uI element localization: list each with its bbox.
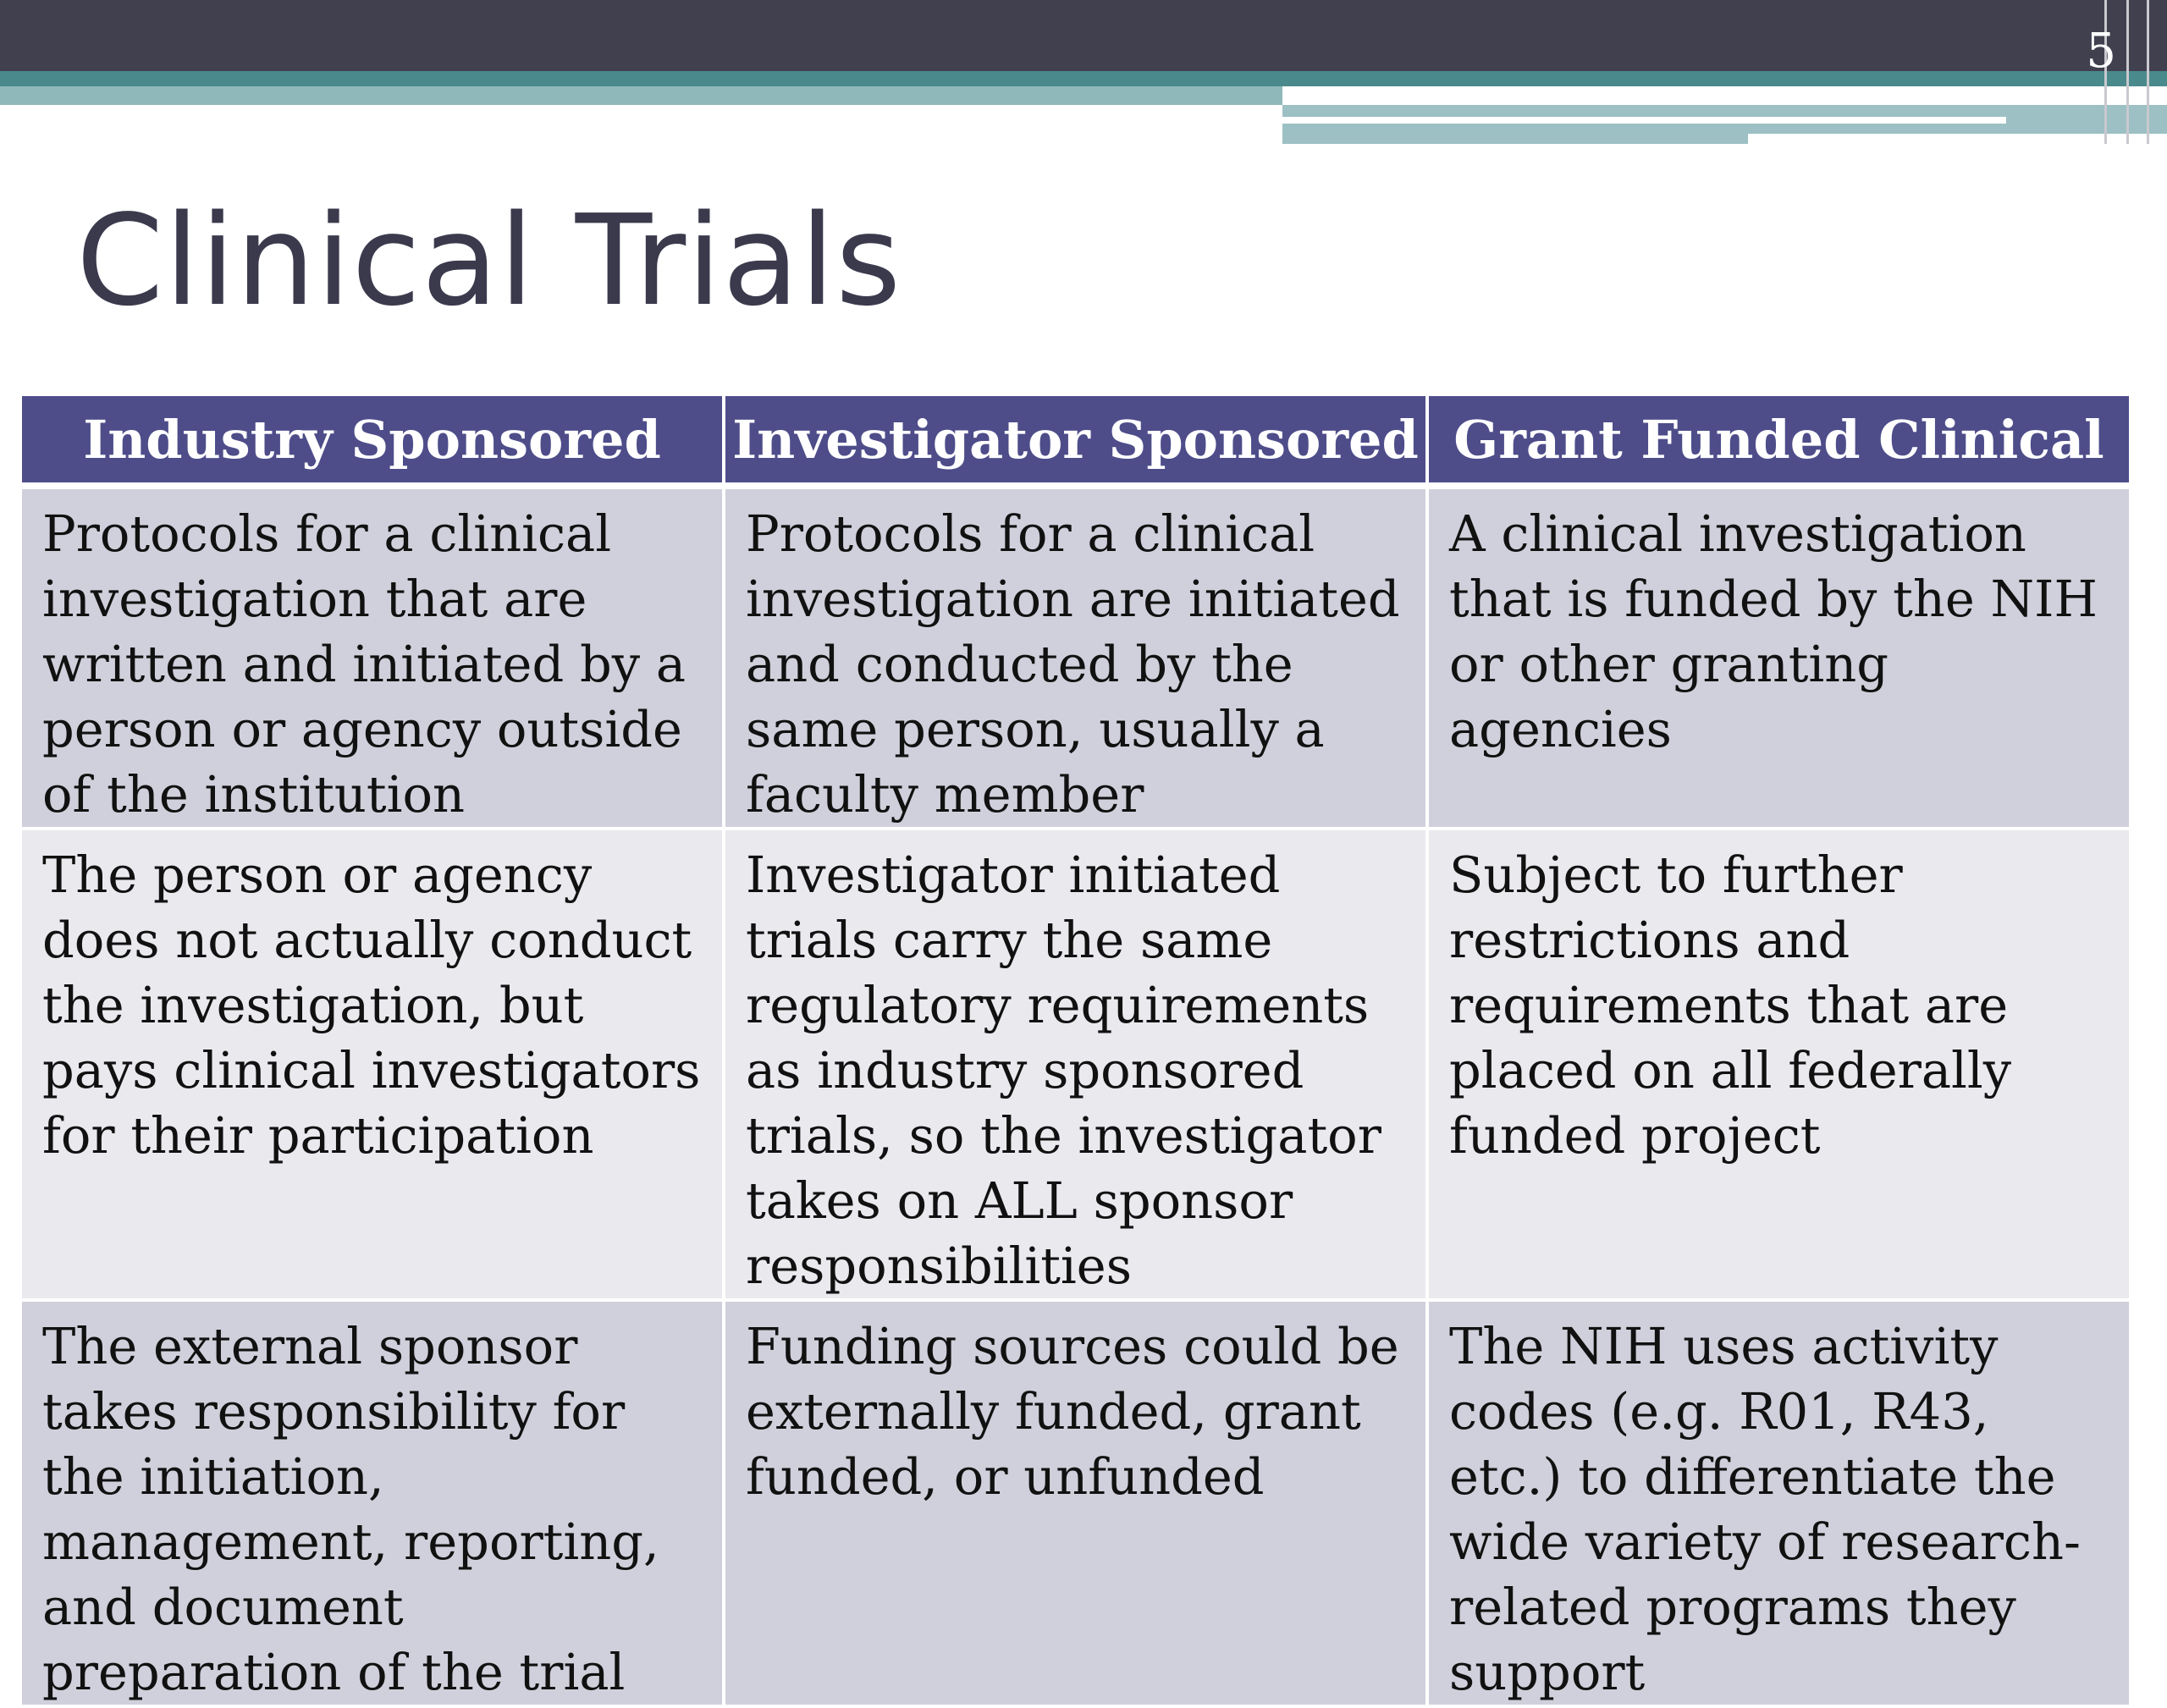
table-cell: Protocols for a clinical investigation are initiated and conducted by the same person, usually a faculty member xyxy=(724,486,1427,829)
header-industry-sponsored: Industry Sponsored xyxy=(20,396,724,486)
table-row xyxy=(20,1300,2131,1706)
header-grant-funded: Grant Funded Clinical xyxy=(1427,396,2131,486)
table-row xyxy=(20,829,2131,1300)
table-header-row xyxy=(20,396,2131,486)
table-cell: Protocols for a clinical investigation that are written and initiated by a person or agency outside of the institution xyxy=(20,486,724,829)
table-cell: Subject to further restrictions and requirements that are placed on all federally funded project xyxy=(1427,829,2131,1300)
top-decoration-bar xyxy=(0,0,2167,71)
header-investigator-sponsored: Investigator Sponsored xyxy=(724,396,1427,486)
table-cell: A clinical investigation that is funded by the NIH or other granting agencies xyxy=(1427,486,2131,829)
vertical-accent-line xyxy=(2147,0,2149,144)
teal-accent-band xyxy=(0,71,2167,86)
light-teal-band xyxy=(0,86,1282,105)
slide-title: Clinical Trials xyxy=(76,188,902,333)
white-accent-line xyxy=(1282,117,2006,124)
table-cell: Funding sources could be externally funded, grant funded, or unfunded xyxy=(724,1300,1427,1706)
table-cell: The NIH uses activity codes (e.g. R01, R43, etc.) to differentiate the wide variety of research-related programs they support xyxy=(1427,1300,2131,1706)
comparison-table xyxy=(19,396,2132,1708)
table-cell: Investigator initiated trials carry the same regulatory requirements as industry sponsored trials, so the investigator takes on ALL sponsor responsibilities xyxy=(724,829,1427,1300)
table-cell: The external sponsor takes responsibility for the initiation, management, reporting, and document preparation of the trial xyxy=(20,1300,724,1706)
table-row xyxy=(20,486,2131,829)
table-cell: The person or agency does not actually conduct the investigation, but pays clinical investigators for their participation xyxy=(20,829,724,1300)
slide-number: 5 xyxy=(2086,24,2116,79)
vertical-accent-line xyxy=(2126,0,2129,144)
